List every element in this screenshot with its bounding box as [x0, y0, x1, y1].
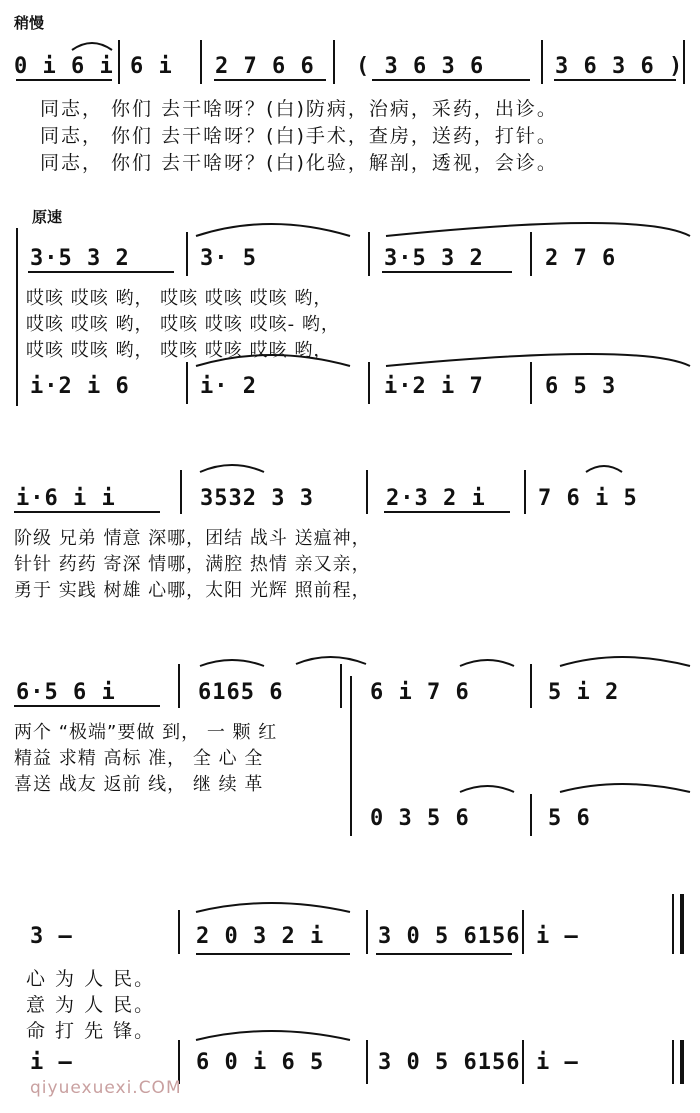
slur: [200, 660, 264, 666]
watermark-text: qiyuexuexi.COM: [30, 1078, 182, 1098]
verse-3-lyrics: 命 打 先 锋。: [26, 1020, 156, 1042]
measure-3-notes: 2·3 2 i: [386, 486, 486, 511]
measure-2-notes: 2 0 3 2 i: [196, 924, 325, 949]
verse-2-lyrics: 哎咳 哎咳 哟， 哎咳 哎咳 哎咳- 哟，: [26, 314, 340, 335]
measure-2-notes: 3532 3 3: [200, 486, 314, 511]
lower-measure-1-notes: i —: [30, 1050, 73, 1075]
verse-3-lyrics: 勇于 实践 树雄 心哪，太阳 光辉 照前程，: [14, 580, 371, 601]
verse-1-lyrics: 心 为 人 民。: [26, 968, 156, 990]
verse-2-lyrics: 针针 药药 寄深 情哪，满腔 热情 亲又亲，: [14, 554, 371, 575]
slur: [200, 465, 264, 472]
measure-3-notes: 3 0 5 6156: [378, 924, 521, 949]
verse-3-lyrics: 哎咳 哎咳 哟， 哎咳 哎咳 哎咳 哟，: [26, 340, 333, 361]
verse-2-lyrics: 同志， 你们 去干啥呀？(白)手术，查房，送药，打针。: [40, 125, 558, 147]
lower-measure-2-notes: i· 2: [200, 374, 257, 399]
measure-1-notes: 3 —: [30, 924, 73, 949]
verse-2-lyrics: 精益 求精 高标 准， 全 心 全: [14, 748, 264, 769]
measure-1-notes: 0 i 6 i: [14, 54, 114, 79]
verse-1-lyrics: 阶级 兄弟 情意 深哪，团结 战斗 送瘟神，: [14, 528, 371, 549]
measure-2-notes: 6165 6: [198, 680, 284, 705]
measure-1-notes: 3·5 3 2: [30, 246, 130, 271]
measure-3-notes: 6 i 7 6: [370, 680, 470, 705]
measure-4-notes: 7 6 i 5: [538, 486, 638, 511]
slur: [72, 43, 112, 50]
lower-measure-3-notes: 3 0 5 6156: [378, 1050, 521, 1075]
measure-2-notes: 6 i: [130, 54, 173, 79]
lower-measure-2-notes: 6 0 i 6 5: [196, 1050, 325, 1075]
lower-measure-4-notes: 6 5 3: [545, 374, 617, 399]
measure-3-notes: 2 7 6 6: [215, 54, 315, 79]
measure-1-notes: 6·5 6 i: [16, 680, 116, 705]
slur: [196, 224, 350, 236]
slur: [560, 784, 690, 792]
verse-1-lyrics: 两个 “极端”要做 到， 一 颗 红: [14, 722, 278, 743]
lower-measure-4-notes: i —: [536, 1050, 579, 1075]
tempo-mark-original: 原速: [32, 208, 63, 226]
slur: [196, 1031, 350, 1040]
verse-1-lyrics: 哎咳 哎咳 哟， 哎咳 哎咳 哎咳 哟，: [26, 288, 333, 309]
verse-3-lyrics: 同志， 你们 去干啥呀？(白)化验，解剖，透视，会诊。: [40, 152, 558, 174]
slur: [196, 903, 350, 912]
slur: [560, 657, 690, 666]
measure-3-notes: 3·5 3 2: [384, 246, 484, 271]
lower-measure-1-notes: 0 3 5 6: [370, 806, 470, 831]
slur: [586, 466, 622, 472]
measure-2-notes: 3· 5: [200, 246, 257, 271]
measure-4-notes: i —: [536, 924, 579, 949]
lower-measure-2-notes: 5 6: [548, 806, 591, 831]
slur: [196, 355, 350, 366]
measure-4-notes: 5 i 2: [548, 680, 620, 705]
measure-5-notes: 3 6 3 6 ): [555, 54, 684, 79]
lower-measure-3-notes: i·2 i 7: [384, 374, 484, 399]
lower-measure-1-notes: i·2 i 6: [30, 374, 130, 399]
measure-1-notes: i·6 i i: [16, 486, 116, 511]
slur: [460, 660, 514, 666]
slur: [296, 657, 366, 664]
slur: [386, 354, 690, 366]
tempo-mark-slow: 稍慢: [14, 14, 45, 32]
verse-1-lyrics: 同志， 你们 去干啥呀？(白)防病，治病，采药，出诊。: [40, 98, 558, 120]
slur: [460, 786, 514, 792]
measure-4-notes: ( 3 6 3 6: [356, 54, 485, 79]
measure-4-notes: 2 7 6: [545, 246, 617, 271]
verse-2-lyrics: 意 为 人 民。: [26, 994, 156, 1016]
verse-3-lyrics: 喜送 战友 返前 线， 继 续 革: [14, 774, 264, 795]
slur: [386, 223, 690, 236]
